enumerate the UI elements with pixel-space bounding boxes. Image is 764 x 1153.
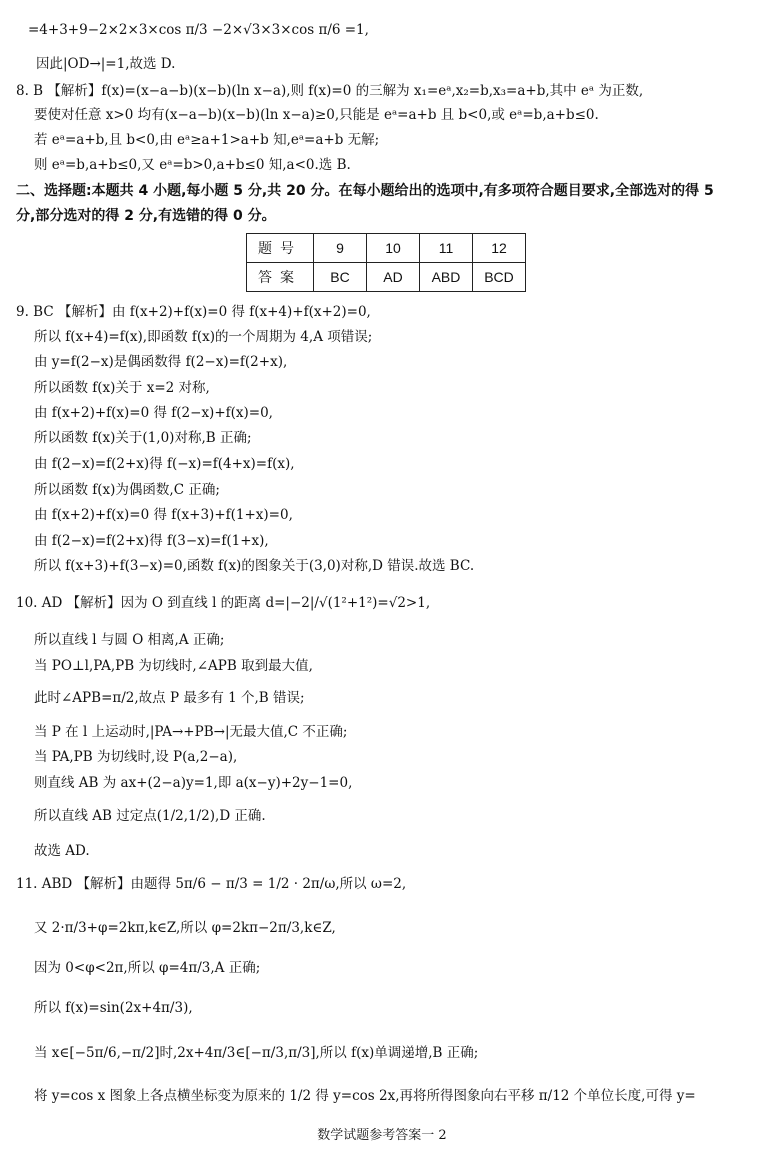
table-cell: 11	[420, 234, 473, 263]
text-line: 将 y=cos x 图象上各点横坐标变为原来的 1/2 得 y=cos 2x,再将所得图象向右平移 π/12 个单位长度,可得 y=	[34, 1088, 696, 1104]
text-line: 所以函数 f(x)为偶函数,C 正确;	[34, 482, 220, 498]
section-heading: 分,部分选对的得 2 分,有选错的得 0 分。	[16, 208, 276, 224]
text-line: 此时∠APB=π/2,故点 P 最多有 1 个,B 错误;	[34, 690, 305, 706]
table-cell: 题号	[247, 234, 314, 263]
table-cell: BC	[314, 263, 367, 292]
text-line: 当 PO⊥l,PA,PB 为切线时,∠APB 取到最大值,	[34, 658, 313, 674]
answer-table	[246, 233, 526, 292]
text-line: =4+3+9−2×2×3×cos π/3 −2×√3×3×cos π/6 =1,	[28, 22, 369, 38]
text-line: 所以 f(x)=sin(2x+4π/3),	[34, 1000, 193, 1016]
text-line: 若 eᵃ=a+b,且 b<0,由 eᵃ≥a+1>a+b 知,eᵃ=a+b 无解;	[34, 132, 380, 148]
text-line: 8. B 【解析】f(x)=(x−a−b)(x−b)(ln x−a),则 f(x)=0 的三解为 x₁=eᵃ,x₂=b,x₃=a+b,其中 eᵃ 为正数,	[16, 83, 644, 99]
text-line: 故选 AD.	[34, 843, 90, 859]
text-line: 由 f(x+2)+f(x)=0 得 f(x+3)+f(1+x)=0,	[34, 507, 293, 523]
table-row	[247, 263, 526, 292]
text-line: 当 P 在 l 上运动时,|PA→+PB→|无最大值,C 不正确;	[34, 724, 348, 740]
text-line: 所以 f(x+4)=f(x),即函数 f(x)的一个周期为 4,A 项错误;	[34, 329, 373, 345]
table-cell: 10	[367, 234, 420, 263]
text-line: 则直线 AB 为 ax+(2−a)y=1,即 a(x−y)+2y−1=0,	[34, 775, 353, 791]
table-cell: 答案	[247, 263, 314, 292]
text-line: 则 eᵃ=b,a+b≤0,又 eᵃ=b>0,a+b≤0 知,a<0.选 B.	[34, 157, 351, 173]
text-line: 由 f(x+2)+f(x)=0 得 f(2−x)+f(x)=0,	[34, 405, 273, 421]
text-line: 10. AD 【解析】因为 O 到直线 l 的距离 d=|−2|/√(1²+1²)=√2>1,	[16, 595, 431, 611]
text-line: 要使对任意 x>0 均有(x−a−b)(x−b)(ln x−a)≥0,只能是 eᵃ=a+b 且 b<0,或 eᵃ=b,a+b≤0.	[34, 107, 599, 123]
table-cell: BCD	[473, 263, 526, 292]
text-line: 由 f(2−x)=f(2+x)得 f(3−x)=f(1+x),	[34, 533, 269, 549]
text-line: 当 PA,PB 为切线时,设 P(a,2−a),	[34, 749, 238, 765]
table-cell: AD	[367, 263, 420, 292]
text-line: 所以直线 AB 过定点(1/2,1/2),D 正确.	[34, 808, 266, 824]
text-line: 又 2·π/3+φ=2kπ,k∈Z,所以 φ=2kπ−2π/3,k∈Z,	[34, 920, 336, 936]
text-line: 因为 0<φ<2π,所以 φ=4π/3,A 正确;	[34, 960, 261, 976]
table-cell: 9	[314, 234, 367, 263]
text-line: 因此|OD→|=1,故选 D.	[36, 56, 176, 72]
text-line: 9. BC 【解析】由 f(x+2)+f(x)=0 得 f(x+4)+f(x+2)=0,	[16, 304, 371, 320]
table-row	[247, 234, 526, 263]
table-cell: 12	[473, 234, 526, 263]
page-footer: 数学试题参考答案一 2	[317, 1128, 447, 1143]
text-line: 当 x∈[−5π/6,−π/2]时,2x+4π/3∈[−π/3,π/3],所以 f(x)单调递增,B 正确;	[34, 1045, 479, 1061]
section-heading: 二、选择题:本题共 4 小题,每小题 5 分,共 20 分。在每小题给出的选项中,有多项符合题目要求,全部选对的得 5	[16, 183, 714, 199]
text-line: 由 y=f(2−x)是偶函数得 f(2−x)=f(2+x),	[34, 354, 288, 370]
text-line: 所以函数 f(x)关于(1,0)对称,B 正确;	[34, 430, 252, 446]
text-line: 所以函数 f(x)关于 x=2 对称,	[34, 380, 210, 396]
table-cell: ABD	[420, 263, 473, 292]
text-line: 由 f(2−x)=f(2+x)得 f(−x)=f(4+x)=f(x),	[34, 456, 295, 472]
text-line: 所以直线 l 与圆 O 相离,A 正确;	[34, 632, 225, 648]
text-line: 所以 f(x+3)+f(3−x)=0,函数 f(x)的图象关于(3,0)对称,D 错误.故选 BC.	[34, 558, 475, 574]
text-line: 11. ABD 【解析】由题得 5π/6 − π/3 = 1/2 · 2π/ω,所以 ω=2,	[16, 876, 407, 892]
